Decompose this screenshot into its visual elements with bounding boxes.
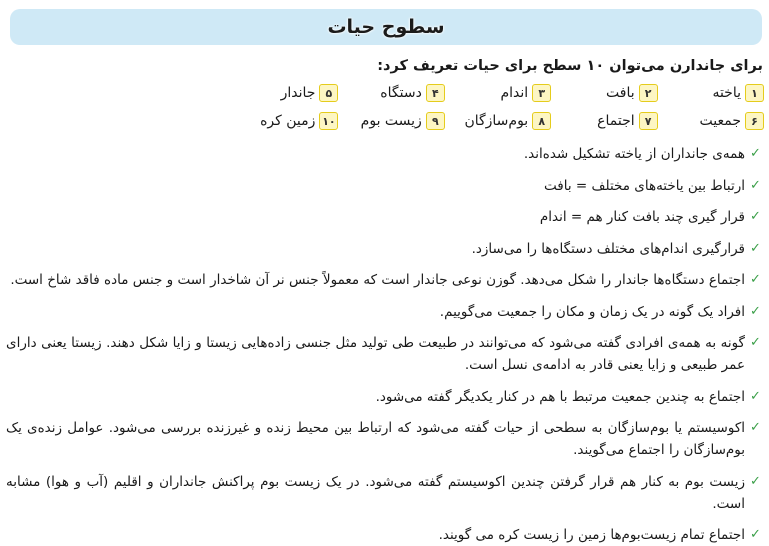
level-label: جمعیت — [699, 113, 741, 129]
check-icon: ✓ — [750, 335, 761, 350]
level-item-10 — [232, 112, 338, 130]
check-icon: ✓ — [750, 177, 761, 193]
page-title: سطوح حیات — [327, 16, 445, 38]
level-number-badge: ۶ — [745, 112, 764, 130]
check-icon: ✓ — [750, 303, 761, 319]
level-item-9 — [338, 112, 444, 130]
note-text: قرار گیری چند بافت کنار هم = اندام — [539, 209, 745, 225]
level-number-badge: ۳ — [532, 84, 551, 102]
level-item-7 — [551, 112, 657, 130]
list-item — [6, 206, 763, 228]
level-item-1 — [658, 84, 764, 102]
list-item — [6, 386, 763, 408]
list-item — [6, 143, 763, 165]
check-icon: ✓ — [750, 240, 761, 256]
level-item-3 — [445, 84, 551, 102]
level-item-2 — [551, 84, 657, 102]
level-label: بافت — [606, 85, 635, 101]
level-item-5 — [232, 84, 338, 102]
levels-grid — [232, 84, 764, 130]
note-text: گونه به همه‌ی افرادی گفته می‌شود که می‌توانند در طبیعت طی تولید مثل جنسی زاده‌هایی زیستا و زایا شکل دهند. زیستا یعنی دارای عمر طبیعی و زایا یعنی قادر به ادامه‌ی نسل است. — [6, 335, 745, 373]
level-number-badge: ۷ — [639, 112, 658, 130]
note-text: همه‌ی جانداران از یاخته تشکیل شده‌اند. — [523, 146, 745, 162]
intro-heading: برای جاندارن می‌توان ۱۰ سطح برای حیات تعریف کرد: — [377, 58, 763, 74]
note-text: زیست بوم به کنار هم قرار گرفتن چندین اکوسیستم گفته می‌شود. در یک زیست بوم پراکنش جانداران و اقلیم (آب و هوا) مشابه است. — [6, 473, 745, 512]
level-number-badge: ۵ — [319, 84, 338, 102]
level-number-badge: ۴ — [426, 84, 445, 102]
check-icon: ✓ — [750, 388, 761, 404]
note-text: اجتماع به چندین جمعیت مرتبط با هم در کنار یکدیگر گفته می‌شود. — [375, 388, 745, 405]
list-item — [6, 269, 763, 291]
list-item — [6, 301, 763, 323]
level-label: زمین کره — [260, 113, 316, 129]
note-text: اجتماع تمام زیست‌بوم‌ها زمین را زیست کره می گویند. — [438, 527, 745, 543]
level-label: جاندار — [280, 85, 316, 101]
level-label: یاخته — [712, 85, 741, 101]
list-item — [6, 238, 763, 260]
level-item-6 — [658, 112, 764, 130]
level-number-badge: ۱۰ — [319, 112, 338, 130]
check-icon: ✓ — [750, 420, 761, 435]
level-number-badge: ۱ — [745, 84, 764, 102]
note-text: افراد یک گونه در یک زمان و مکان را جمعیت می‌گوییم. — [439, 303, 745, 320]
list-item — [6, 524, 763, 546]
check-icon: ✓ — [750, 527, 761, 542]
list-item — [6, 417, 763, 461]
level-item-4 — [338, 84, 444, 102]
level-label: زیست بوم — [360, 113, 422, 129]
level-label: بوم‌سازگان — [464, 113, 529, 129]
level-number-badge: ۲ — [639, 84, 658, 102]
level-label: اندام — [500, 85, 529, 101]
notes-list — [6, 143, 763, 546]
title-banner — [10, 9, 762, 45]
check-icon: ✓ — [750, 473, 761, 489]
check-icon: ✓ — [750, 272, 761, 287]
list-item — [6, 332, 763, 376]
level-item-8 — [445, 112, 551, 130]
note-text: اجتماع دستگاه‌ها جاندار را شکل می‌دهد. گوزن نوعی جاندار است که معمولاً جنس نر آن شاخدار است و جنس ماده فاقد شاخ است. — [10, 272, 745, 288]
note-text: قرارگیری اندام‌های مختلف دستگاه‌ها را می‌سازد. — [471, 240, 745, 257]
note-text: ارتباط بین یاخته‌های مختلف = بافت — [544, 177, 745, 194]
list-item — [6, 471, 763, 515]
level-number-badge: ۸ — [532, 112, 551, 130]
note-text: اکوسیستم یا بوم‌سازگان به سطحی از حیات گفته می‌شود که ارتباط بین محیط زنده و غیرزنده بررسی می‌شود. عوامل زنده‌ی یک بوم‌سازگان را اجتماع می‌گویند. — [6, 420, 745, 458]
check-icon: ✓ — [750, 146, 761, 161]
level-label: دستگاه — [380, 85, 422, 101]
level-label: اجتماع — [597, 113, 635, 129]
level-number-badge: ۹ — [426, 112, 445, 130]
check-icon: ✓ — [750, 209, 761, 224]
list-item — [6, 175, 763, 197]
